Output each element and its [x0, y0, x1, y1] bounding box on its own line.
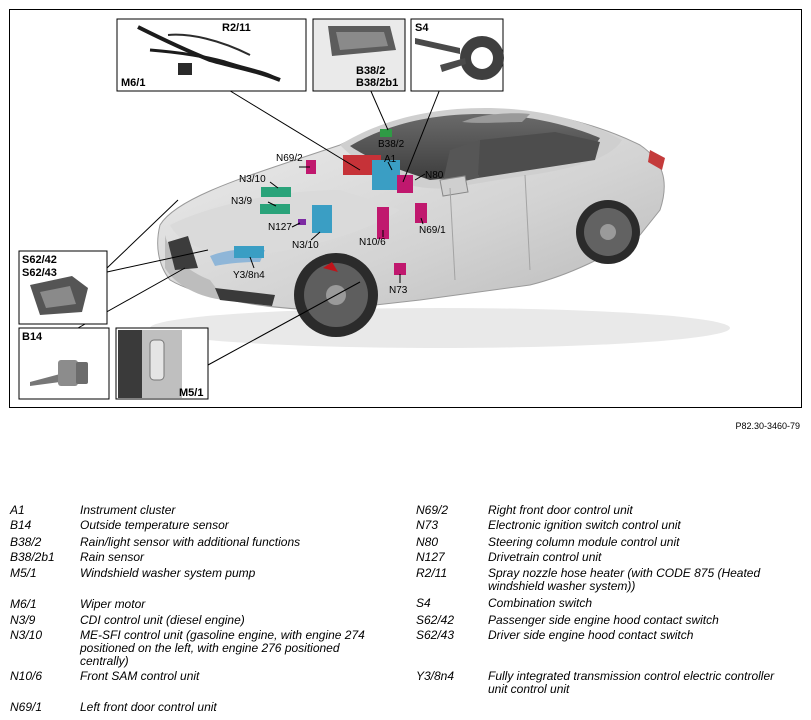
- inset-s62: [19, 251, 107, 324]
- callout-n69-1: N69/1: [419, 225, 446, 236]
- inset-label-s62-43: S62/43: [22, 267, 57, 279]
- callout-n3-9: N3/9: [231, 196, 253, 207]
- legend-description: Steering column module control unit: [488, 535, 680, 549]
- inset-b14: [19, 328, 109, 399]
- callout-n3-10-bottom: N3/10: [292, 240, 319, 251]
- inset-label-b38-2b1: B38/2b1: [356, 77, 399, 89]
- legend-description: Rain sensor: [80, 550, 145, 564]
- legend-description: Fully integrated transmission control electric controller: [488, 669, 775, 683]
- inset-label-r2-11: R2/11: [222, 22, 251, 34]
- inset-r2-11-m6-1: [117, 19, 306, 91]
- callout-n80: N80: [425, 170, 444, 181]
- legend-description: Driver side engine hood contact switch: [488, 628, 694, 642]
- legend-description: Instrument cluster: [80, 503, 176, 517]
- legend-code: N69/2: [416, 503, 449, 517]
- legend-description: positioned on the left, with engine 276 positioned: [80, 641, 340, 655]
- legend-code: N10/6: [10, 669, 43, 683]
- legend-description: Electronic ignition switch control unit: [488, 518, 681, 532]
- legend-code: M6/1: [10, 597, 37, 611]
- legend-description: Combination switch: [488, 596, 593, 610]
- callout-b38-2: B38/2: [378, 139, 405, 150]
- legend-code: S62/42: [416, 613, 455, 627]
- legend-description: Drivetrain control unit: [488, 550, 602, 564]
- legend-code: N3/9: [10, 613, 36, 627]
- component-location-figure: [9, 9, 802, 408]
- legend-description: Spray nozzle hose heater (with CODE 875 (Heated: [488, 566, 761, 580]
- legend-code: N73: [416, 518, 439, 532]
- inset-b38-2: [313, 19, 405, 91]
- callout-n69-2: N69/2: [276, 153, 303, 164]
- legend-right-column: [416, 503, 808, 718]
- legend-description: Passenger side engine hood contact switch: [488, 613, 719, 627]
- inset-label-m5-1: M5/1: [179, 387, 204, 399]
- legend-description: ME-SFI control unit (gasoline engine, with engine 274: [80, 628, 365, 642]
- legend-description: Wiper motor: [80, 597, 146, 611]
- callout-y3-8n4: Y3/8n4: [233, 270, 265, 281]
- legend-code: N127: [416, 550, 445, 564]
- callout-a1: A1: [384, 154, 397, 165]
- inset-label-s4: S4: [415, 22, 429, 34]
- legend-description: CDI control unit (diesel engine): [80, 613, 245, 627]
- legend-code: N69/1: [10, 700, 43, 714]
- legend-code: A1: [10, 503, 25, 517]
- legend-description: Right front door control unit: [488, 503, 633, 517]
- inset-label-m6-1: M6/1: [121, 77, 146, 89]
- legend-description: Rain/light sensor with additional functions: [80, 535, 301, 549]
- legend-code: Y3/8n4: [416, 669, 455, 683]
- legend-code: S4: [416, 596, 431, 610]
- legend-description: Front SAM control unit: [80, 669, 200, 683]
- legend-description: Windshield washer system pump: [80, 566, 256, 580]
- legend-code: R2/11: [416, 566, 448, 580]
- inset-label-b38-2: B38/2: [356, 65, 386, 77]
- legend-code: S62/43: [416, 628, 455, 642]
- legend-code: M5/1: [10, 566, 37, 580]
- legend-description: Outside temperature sensor: [80, 518, 229, 532]
- callout-n73: N73: [389, 285, 408, 296]
- legend-code: B14: [10, 518, 32, 532]
- legend-left-column: [10, 503, 410, 718]
- callout-n10-6: N10/6: [359, 237, 386, 248]
- inset-label-s62-42: S62/42: [22, 254, 57, 266]
- legend-description: Left front door control unit: [80, 700, 217, 714]
- callout-n127: N127: [268, 222, 292, 233]
- legend-description: centrally): [80, 654, 129, 668]
- figure-reference-number: P82.30-3460-79: [735, 421, 800, 431]
- legend-description: windshield washer system)): [488, 579, 636, 593]
- legend-description: unit control unit: [488, 682, 570, 696]
- legend-code: B38/2: [10, 535, 42, 549]
- inset-s4: [411, 19, 504, 91]
- legend-code: N80: [416, 535, 439, 549]
- inset-m5-1: [116, 328, 208, 399]
- legend-code: B38/2b1: [10, 550, 55, 564]
- callout-n3-10-top: N3/10: [239, 174, 266, 185]
- inset-label-b14: B14: [22, 331, 43, 343]
- legend-code: N3/10: [10, 628, 43, 642]
